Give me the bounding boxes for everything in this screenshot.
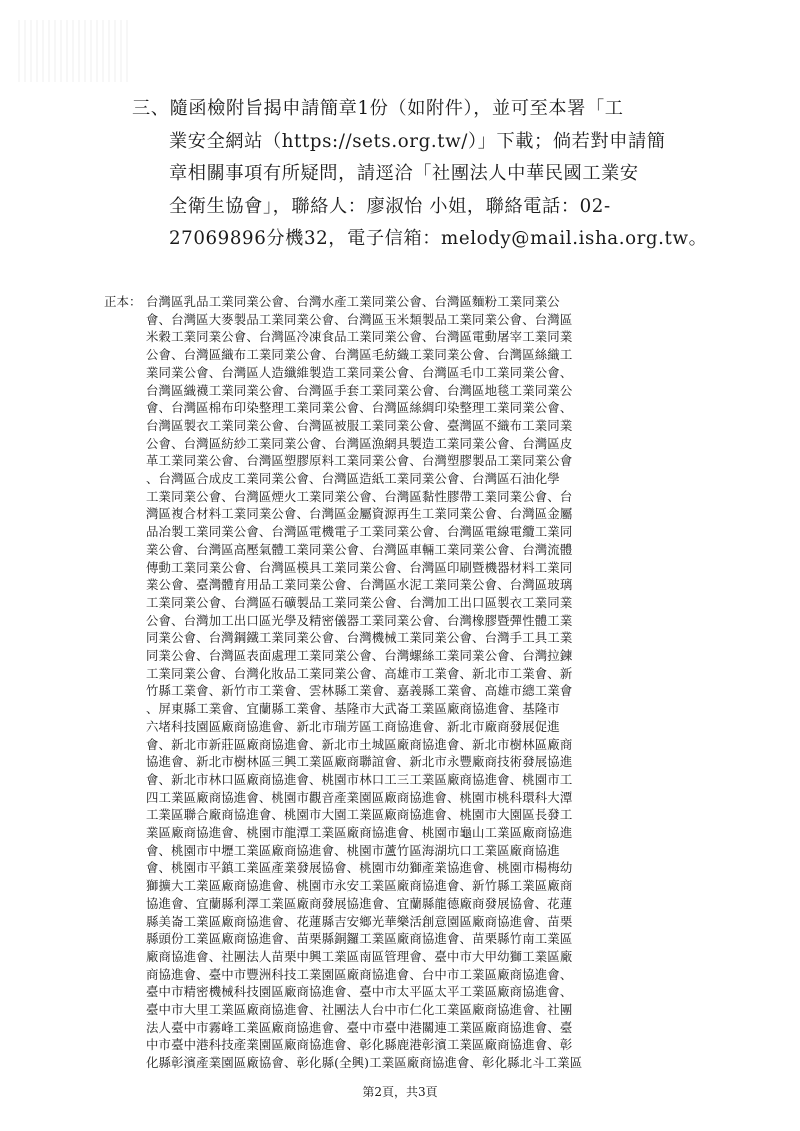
recipient-line: 獅擴大工業區廠商協進會、桃園市永安工業區廠商協進會、新竹縣工業區廠商: [146, 878, 573, 894]
recipient-line: 公會、台灣加工出口區光學及精密儀器工業同業公會、台灣橡膠暨彈性體工業: [146, 612, 573, 628]
recipient-line: 灣區複合材料工業同業公會、台灣區金屬資源再生工業同業公會、台灣區金屬: [146, 506, 573, 522]
recipient-line: 會、新北市新莊區廠商協進會、新北市土城區廠商協進會、新北市樹林區廠商: [146, 736, 573, 752]
recipient-line: 六堵科技園區廠商協進會、新北市瑞芳區工商協進會、新北市廠商發展促進: [146, 718, 560, 734]
recipient-line: 商協進會、臺中市豐洲科技工業園區廠商協進會、台中市工業區廠商協進會、: [146, 966, 573, 982]
item-3-line: 章相關事項有所疑問，請逕洽「社團法人中華民國工業安: [169, 163, 639, 185]
recipient-line: 台灣區乳品工業同業公會、台灣水產工業同業公會、台灣區麵粉工業同業公: [146, 294, 560, 309]
recipient-line: 竹縣工業會、新竹市工業會、雲林縣工業會、嘉義縣工業會、高雄市總工業會: [146, 683, 573, 699]
recipient-line: 臺中市大里工業區廠商協進會、社團法人台中市仁化工業區廠商協進會、社團: [146, 1002, 573, 1017]
recipient-line: 工業同業公會、台灣化妝品工業同業公會、高雄市工業會、新北市工業會、新: [146, 665, 573, 681]
recipient-line: 縣頭份工業區廠商協進會、苗栗縣銅鑼工業區廠商協進會、苗栗縣竹南工業區: [146, 931, 573, 947]
recipient-line: 會、新北市林口區廠商協進會、桃園市林口工三工業區廠商協進會、桃園市工: [146, 771, 573, 787]
recipient-line: 台灣區製衣工業同業公會、台灣區被服工業同業公會、臺灣區不織布工業同業: [146, 417, 573, 433]
recipient-line: 會、桃園市中壢工業區廠商協進會、桃園市蘆竹區海湖坑口工業區廠商協進: [146, 842, 560, 858]
recipient-line: 公會、台灣區織布工業同業公會、台灣區毛紡織工業同業公會、台灣區絲織工: [146, 347, 573, 363]
recipient-line: 品冶製工業同業公會、台灣區電機電子工業同業公會、台灣區電線電纜工業同: [146, 524, 573, 540]
recipient-line: 同業公會、台灣鋼鐵工業同業公會、台灣機械工業同業公會、台灣手工具工業: [146, 630, 573, 646]
recipient-line: 化縣彰濱產業園區廠協會、彰化縣(全興)工業區廠商協進會、彰化縣北斗工業區: [146, 1055, 583, 1071]
item-3-line: 三、隨函檢附旨揭申請簡章1份（如附件），並可至本署「工: [132, 98, 624, 119]
recipient-line: 業公會、臺灣體育用品工業同業公會、台灣區水泥工業同業公會、台灣區玻璃: [146, 577, 573, 593]
recipient-line: 業同業公會、台灣區人造纖維製造工業同業公會、台灣區毛巾工業同業公會、: [146, 364, 573, 380]
recipient-line: 同業公會、台灣區表面處理工業同業公會、台灣螺絲工業同業公會、台灣拉鍊: [146, 648, 573, 663]
recipient-line: 法人臺中市霧峰工業區廠商協進會、臺中市臺中港關連工業區廠商協進會、臺: [146, 1019, 573, 1035]
recipient-line: 四工業區廠商協進會、桃園市觀音產業園區廠商協進會、桃園市桃科環科大潭: [146, 789, 573, 805]
recipient-line: 革工業同業公會、台灣區塑膠原料工業同業公會、台灣塑膠製品工業同業公會: [146, 453, 573, 469]
recipient-line: 臺中市精密機械科技園區廠商協進會、臺中市太平區太平工業區廠商協進會、: [146, 984, 573, 1000]
recipient-line: 工業同業公會、台灣區煙火工業同業公會、台灣區黏性膠帶工業同業公會、台: [146, 488, 573, 504]
item-3-paragraph: [132, 93, 732, 256]
recipient-line: 業區廠商協進會、桃園市龍潭工業區廠商協進會、桃園市龜山工業區廠商協進: [146, 825, 573, 840]
recipient-line: 業公會、台灣區高壓氣體工業同業公會、台灣區車輛工業同業公會、台灣流體: [146, 541, 573, 557]
recipient-line: 傳動工業同業公會、台灣區模具工業同業公會、台灣區印刷暨機器材料工業同: [146, 559, 573, 575]
item-3-line: 全衛生協會」，聯絡人：廖淑怡 小姐，聯絡電話：02-: [169, 195, 611, 217]
recipient-line: 縣美崙工業區廠商協進會、花蓮縣吉安鄉光華樂活創意園區廠商協進會、苗栗: [146, 913, 573, 929]
recipient-line: 米穀工業同業公會、台灣區冷凍食品工業同業公會、台灣區電動屠宰工業同業: [146, 329, 573, 345]
recipients-label: 正本：: [104, 294, 142, 309]
recipient-line: 會、台灣區大麥製品工業同業公會、台灣區玉米類製品工業同業公會、台灣區: [146, 311, 573, 327]
recipient-line: 會、台灣區棉布印染整理工業同業公會、台灣區絲綢印染整理工業同業公會、: [146, 400, 573, 416]
recipient-line: 會、桃園市平鎮工業區產業發展協會、桃園市幼獅產業協進會、桃園市楊梅幼: [146, 860, 573, 876]
recipient-line: 廠商協進會、社團法人苗栗中興工業區南區管理會、臺中市大甲幼獅工業區廠: [146, 948, 573, 964]
recipient-line: 、屏東縣工業會、宜蘭縣工業會、基隆市大武崙工業區廠商協進會、基隆市: [146, 701, 560, 717]
recipient-line: 公會、台灣區紡紗工業同業公會、台灣區漁網具製造工業同業公會、台灣區皮: [146, 435, 573, 451]
item-3-line: 業安全網站（https://sets.org.tw/）」下載；倘若對申請簡: [169, 130, 666, 152]
page-number: 第2頁，共3頁: [362, 1085, 438, 1099]
recipient-line: 工業區聯合廠商協進會、桃園市大園工業區廠商協進會、桃園市大園區長發工: [146, 807, 573, 823]
recipient-line: 工業同業公會、台灣區石礦製品工業同業公會、台灣加工出口區製衣工業同業: [146, 594, 573, 610]
item-3-line: 27069896分機32，電子信箱：melody@mail.isha.org.tw。: [169, 228, 708, 250]
scan-smudge: [18, 20, 128, 82]
recipient-line: 協進會、宜蘭縣利澤工業區廠商發展協進會、宜蘭縣龍德廠商發展協會、花蓮: [146, 895, 573, 911]
recipient-line: 協進會、新北市樹林區三興工業區廠商聯誼會、新北市永豐廠商技術發展協進: [146, 754, 573, 770]
recipient-line: 中市臺中港科技產業園區廠商協進會、彰化縣鹿港彰濱工業區廠商協進會、彰: [146, 1037, 573, 1053]
recipient-line: 台灣區織襪工業同業公會、台灣區手套工業同業公會、台灣區地毯工業同業公: [146, 382, 573, 398]
recipient-line: 、台灣區合成皮工業同業公會、台灣區造紙工業同業公會、台灣區石油化學: [146, 471, 560, 486]
